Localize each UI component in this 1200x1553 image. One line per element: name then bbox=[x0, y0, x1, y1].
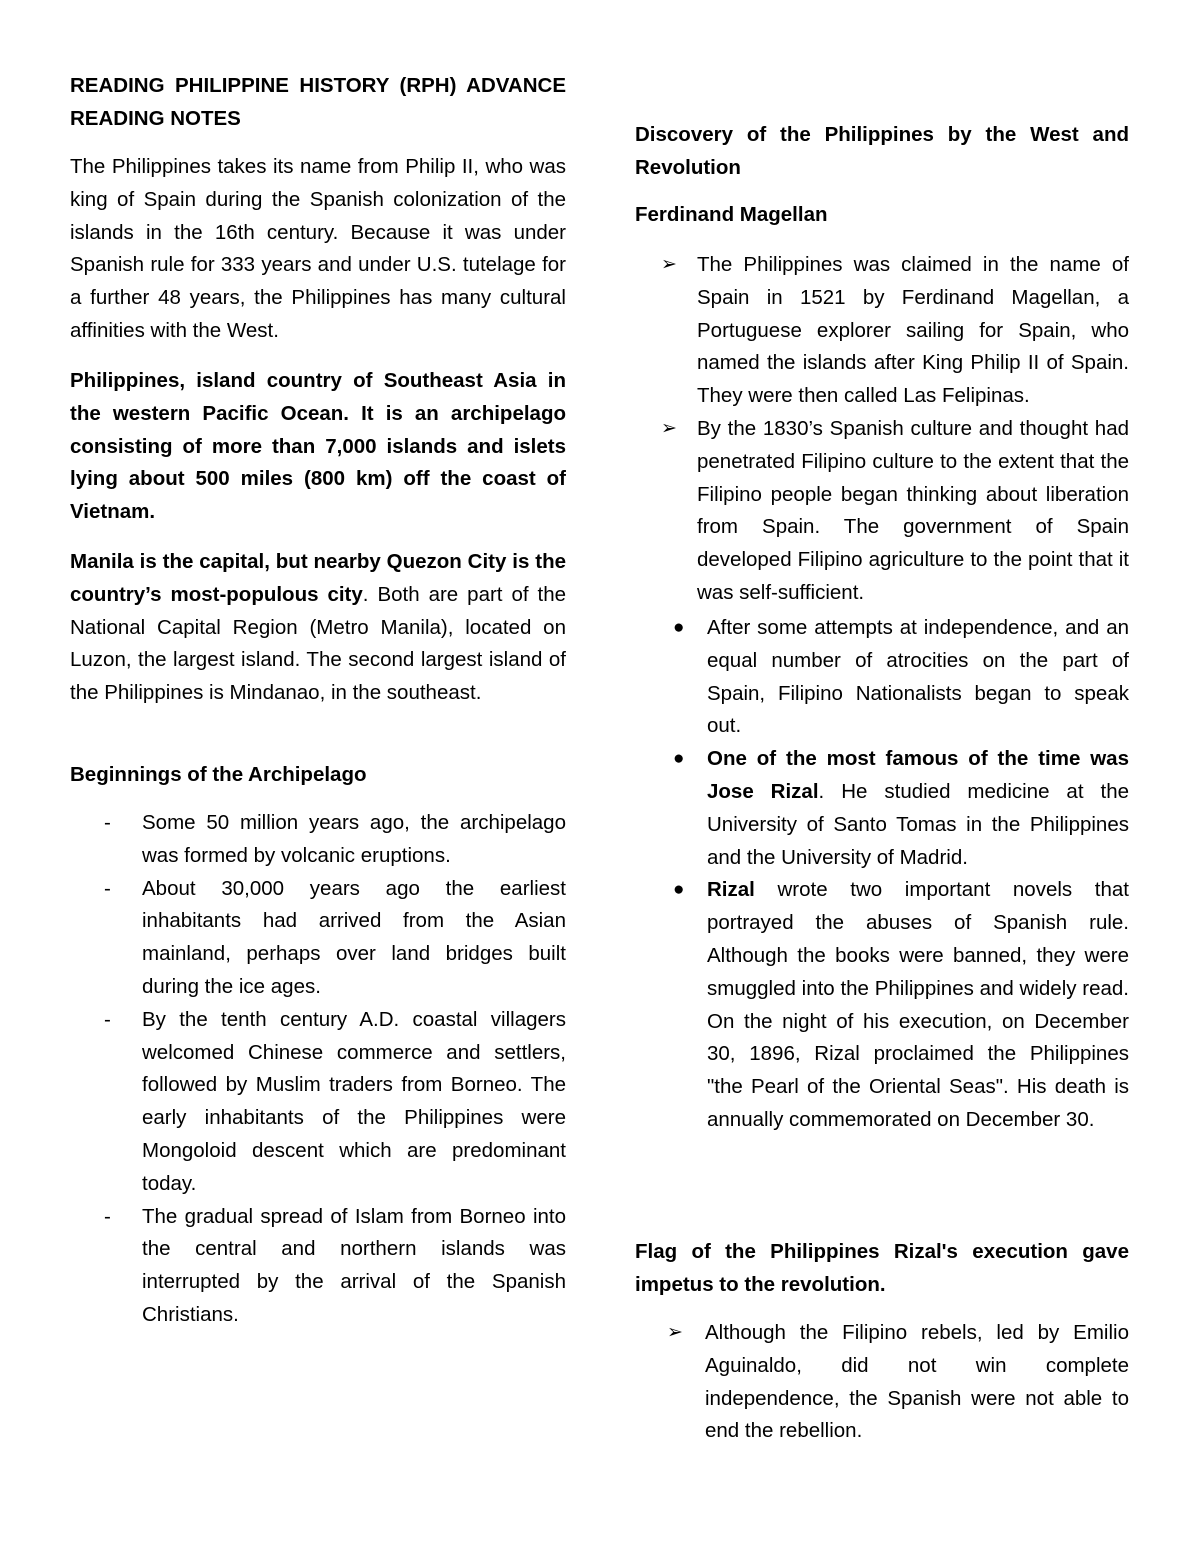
geography-paragraph: Philippines, island country of Southeast Asia in the western Pacific Ocean. It is an archipelago consisting of more than 7,000 islands and islets lying about 500 miles (800 km) off the coast of Vietnam. bbox=[70, 369, 566, 524]
dot-bullet-icon: ● bbox=[673, 748, 685, 770]
rizal-dot-list bbox=[635, 612, 1129, 1137]
dot-bullet-icon: ● bbox=[673, 617, 685, 638]
arrow-bullet-icon: ➢ bbox=[661, 417, 677, 439]
dot-bullet-icon: ● bbox=[673, 879, 685, 901]
list-item: ● After some attempts at independence, and an equal number of atrocities on the part of Spain, Filipino Nationalists began to speak out. bbox=[635, 612, 1129, 743]
revolution-arrow-list bbox=[635, 1317, 1129, 1448]
list-item: ➢ By the 1830’s Spanish culture and thought had penetrated Filipino culture to the extent that the Filipino people began thinking about liberation from Spain. The government of Spain developed Filipino agriculture to the point that it was self-sufficient. bbox=[635, 413, 1129, 610]
arrow-bullet-icon: ➢ bbox=[667, 1322, 683, 1343]
list-item: ● Rizal wrote two important novels that portrayed the abuses of Spanish rule. Although the books were banned, they were smuggled into the Philippines and widely read. On the night of his execution, on December 30, 1896, Rizal proclaimed the Philippines "the Pearl of the Oriental Seas". His death is annually commemorated on December 30. bbox=[635, 874, 1129, 1136]
section-heading-magellan: Ferdinand Magellan bbox=[635, 203, 828, 226]
dash-marker: - bbox=[104, 876, 111, 900]
dash-marker: - bbox=[104, 1007, 111, 1031]
dash-marker: - bbox=[104, 811, 111, 834]
capital-paragraph bbox=[70, 546, 566, 710]
arrow-bullet-icon: ➢ bbox=[661, 254, 677, 275]
intro-paragraph: The Philippines takes its name from Philip II, who was king of Spain during the Spanish colonization of the islands in the 16th century. Because it was under Spanish rule for 333 years and under U.S. tutelage for a further 48 years, the Philippines has many cultural affinities with the West. bbox=[70, 155, 566, 342]
document-title-line1: READING PHILIPPINE HISTORY (RPH) ADVANCE bbox=[70, 74, 566, 97]
list-item: - The gradual spread of Islam from Borneo into the central and northern islands was interrupted by the arrival of the Spanish Christians. bbox=[70, 1201, 566, 1332]
section-heading-discovery: Discovery of the Philippines by the West and Revolution bbox=[635, 123, 1129, 179]
capital-paragraph-bold: Manila is the capital, but nearby Quezon City is the country’s most-populous city bbox=[70, 550, 566, 606]
magellan-arrow-list bbox=[635, 249, 1129, 610]
section-heading-archipelago: Beginnings of the Archipelago bbox=[70, 763, 367, 786]
list-item: - By the tenth century A.D. coastal villagers welcomed Chinese commerce and settlers, followed by Muslim traders from Borneo. The early inhabitants of the Philippines were Mongoloid descent which are predominant today. bbox=[70, 1004, 566, 1201]
list-item: - Some 50 million years ago, the archipelago was formed by volcanic eruptions. bbox=[70, 807, 566, 873]
list-item: ➢ Although the Filipino rebels, led by Emilio Aguinaldo, did not win complete independence, the Spanish were not able to end the rebellion. bbox=[635, 1317, 1129, 1448]
list-item: ➢ The Philippines was claimed in the name of Spain in 1521 by Ferdinand Magellan, a Portuguese explorer sailing for Spain, who named the islands after King Philip II of Spain. They were then called Las Felipinas. bbox=[635, 249, 1129, 413]
document-title-line2: READING NOTES bbox=[70, 107, 241, 130]
list-item: - About 30,000 years ago the earliest inhabitants had arrived from the Asian mainland, perhaps over land bridges built during the ice ages. bbox=[70, 873, 566, 1004]
capital-paragraph-rest: . Both are part of the National Capital Region (Metro Manila), located on Luzon, the largest island. The second largest island of the Philippines is Mindanao, in the southeast. bbox=[70, 582, 566, 705]
list-item: ● One of the most famous of the time was Jose Rizal. He studied medicine at the University of Santo Tomas in the Philippines and the University of Madrid. bbox=[635, 743, 1129, 874]
section-heading-flag: Flag of the Philippines Rizal's execution gave impetus to the revolution. bbox=[635, 1240, 1129, 1296]
dash-marker: - bbox=[104, 1204, 111, 1228]
archipelago-list bbox=[70, 807, 566, 1332]
